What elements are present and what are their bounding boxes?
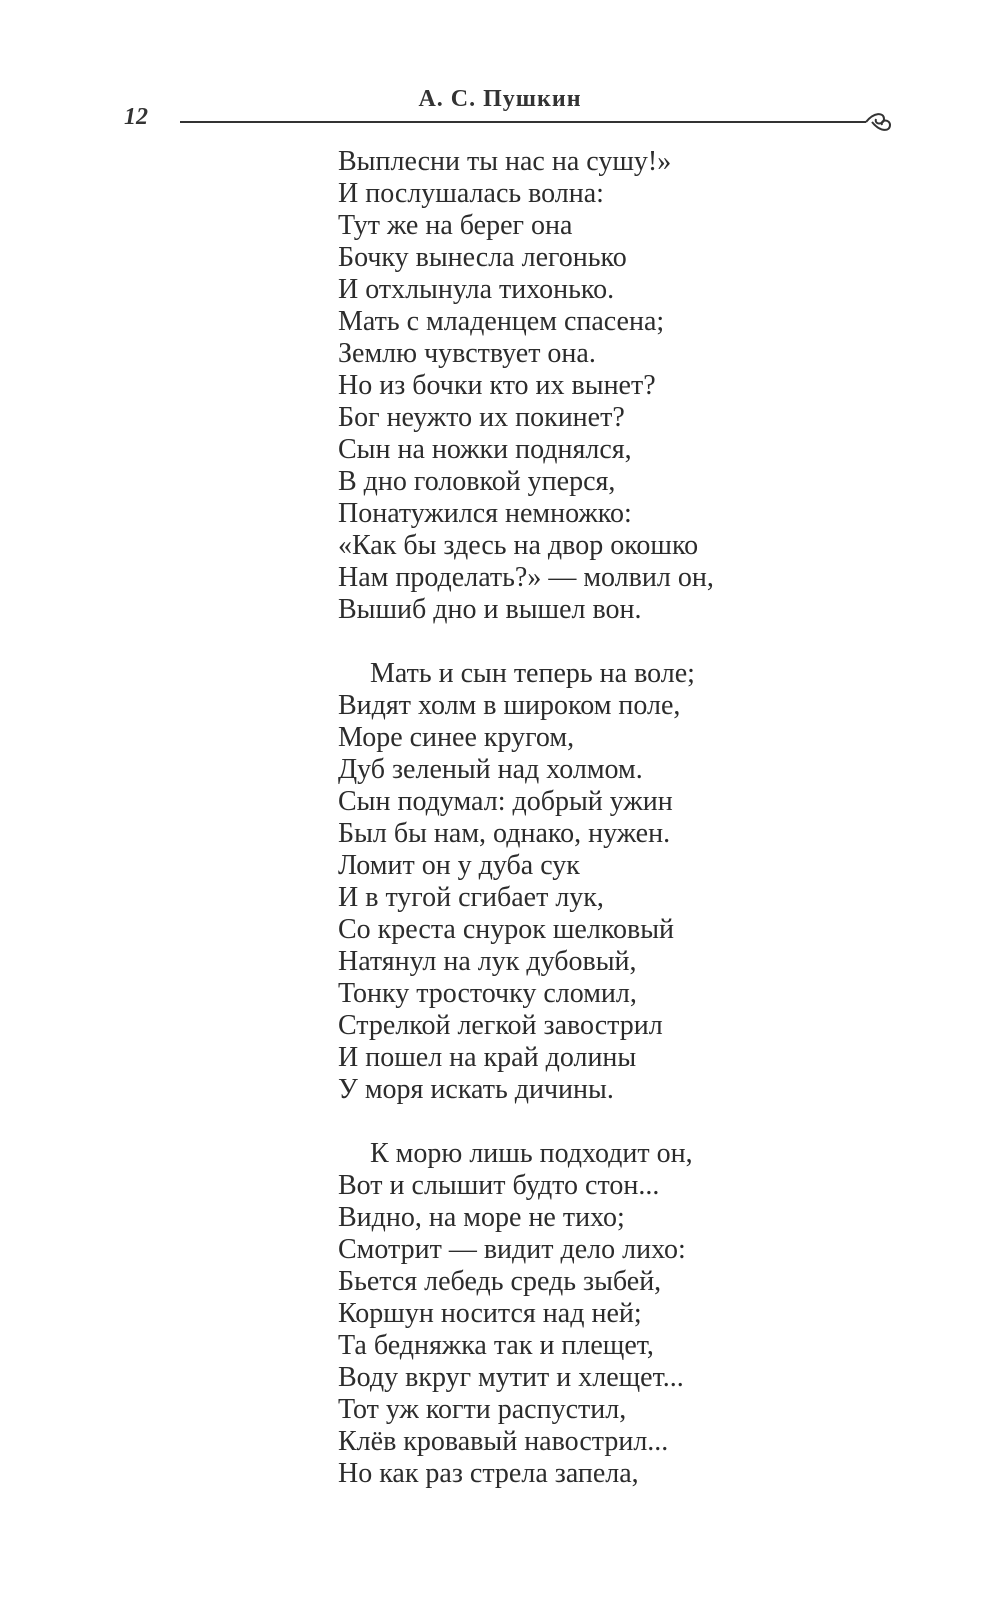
poem-line: Был бы нам, однако, нужен. [338,818,671,849]
poem-line: И в тугой сгибает лук, [338,882,604,913]
poem-line: Стрелкой легкой завострил [338,1010,663,1041]
poem-line: Бочку вынесла легонько [338,242,627,273]
poem-line: Понатужился немножко: [338,498,632,529]
poem-line: Но из бочки кто их вынет? [338,370,656,401]
poem-line: Со креста снурок шелковый [338,914,675,945]
poem-line: Мать и сын теперь на воле; [370,658,695,689]
poem-line: Бог неужто их покинет? [338,402,625,433]
poem-line: Ломит он у дуба сук [338,850,580,881]
poem-line: Натянул на лук дубовый, [338,946,637,977]
poem-line: Море синее кругом, [338,722,575,753]
header-ornament-rule [180,110,900,140]
poem-line: Смотрит — видит дело лихо: [338,1234,686,1265]
poem-line: «Как бы здесь на двор окошко [338,530,699,561]
poem-line: Видно, на море не тихо; [338,1202,625,1233]
poem-line: И отхлынула тихонько. [338,274,615,305]
poem-line: В дно головкой уперся, [338,466,616,497]
poem-line: Тонку тросточку сломил, [338,978,637,1009]
stanza-1 [338,146,714,626]
poem-line: Землю чувствует она. [338,338,596,369]
poem-line: Воду вкруг мутит и хлещет... [338,1362,684,1393]
poem-line: Дуб зеленый над холмом. [338,754,643,785]
poem-line: У моря искать дичины. [338,1074,614,1105]
poem-line: К морю лишь подходит он, [370,1138,693,1169]
poem-line: Та бедняжка так и плещет, [338,1330,654,1361]
poem-line: Мать с младенцем спасена; [338,306,665,337]
poem-line: Вот и слышит будто стон... [338,1170,660,1201]
stanza-3 [338,1138,714,1490]
poem-line: Вышиб дно и вышел вон. [338,594,642,625]
stanza-2 [338,658,714,1106]
poem-line: Тут же на берег она [338,210,573,241]
poem [338,146,714,1522]
poem-line: Выплесни ты нас на сушу!» [338,146,672,177]
poem-line: Клёв кровавый навострил... [338,1426,669,1457]
poem-line: Но как раз стрела запела, [338,1458,639,1489]
poem-line: И пошел на край долины [338,1042,637,1073]
poem-line: Тот уж когти распустил, [338,1394,627,1425]
poem-line: Сын на ножки поднялся, [338,434,632,465]
poem-line: Сын подумал: добрый ужин [338,786,673,817]
poem-line: И послушалась волна: [338,178,604,209]
running-title: А. С. Пушкин [418,86,582,112]
poem-line: Коршун носится над ней; [338,1298,642,1329]
poem-line: Нам проделать?» — молвил он, [338,562,714,593]
page-number: 12 [124,104,148,130]
page-header [0,0,1000,150]
poem-line: Видят холм в широком поле, [338,690,681,721]
poem-line: Бьется лебедь средь зыбей, [338,1266,662,1297]
